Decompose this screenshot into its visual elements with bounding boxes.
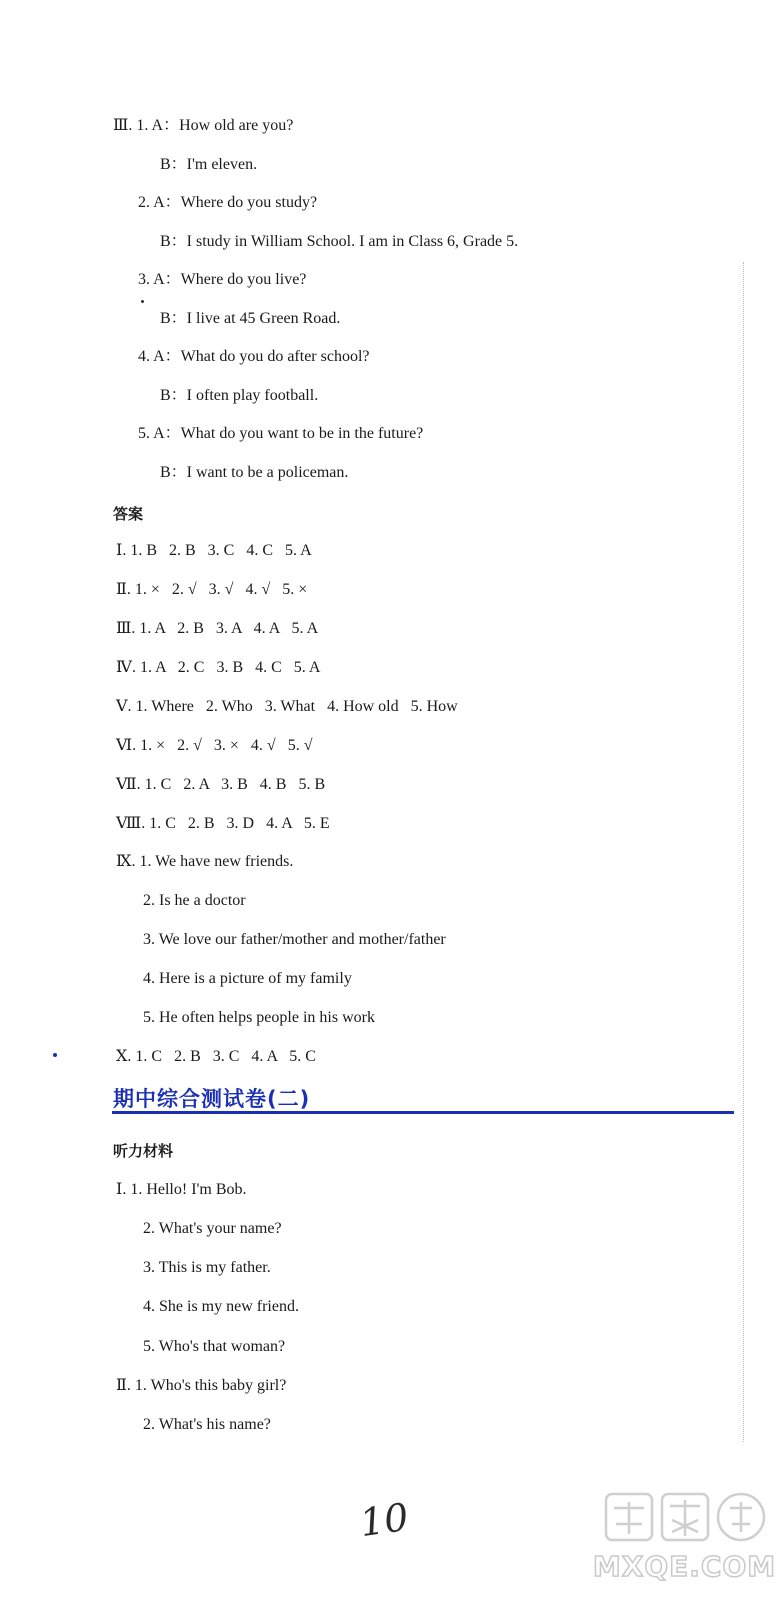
listening-line: Ⅱ. 1. Who's this baby girl? — [116, 1377, 287, 1394]
watermark-site: MXQE.COM — [592, 1550, 777, 1583]
dialogue-line: B：I study in William School. I am in Class 6, Grade 5. — [160, 233, 519, 250]
watermark-logo-icon — [600, 1488, 770, 1548]
answer-line: Ⅰ. 1. B 2. B 3. C 4. C 5. A — [116, 542, 312, 559]
listening-line: 2. What's your name? — [143, 1220, 282, 1237]
answer-line: 4. Here is a picture of my family — [143, 970, 352, 987]
stray-dot — [53, 1053, 57, 1057]
listening-line: 4. She is my new friend. — [143, 1298, 299, 1315]
dialogue-line: B：I'm eleven. — [160, 156, 258, 173]
listening-line: Ⅰ. 1. Hello! I'm Bob. — [116, 1181, 247, 1198]
dialogue-line: 4. A：What do you do after school? — [138, 348, 370, 365]
answer-line: Ⅷ. 1. C 2. B 3. D 4. A 5. E — [116, 815, 330, 832]
answer-line: Ⅶ. 1. C 2. A 3. B 4. B 5. B — [116, 776, 326, 793]
answer-line: 2. Is he a doctor — [143, 892, 246, 909]
dialogue-line: 5. A：What do you want to be in the future? — [138, 425, 424, 442]
answers-heading: 答案 — [113, 505, 144, 523]
answer-line: Ⅲ. 1. A 2. B 3. A 4. A 5. A — [116, 620, 319, 637]
dialogue-line: 3. A：Where do you live? — [138, 271, 307, 288]
listening-line: 5. Who's that woman? — [143, 1338, 286, 1355]
answer-line: 3. We love our father/mother and mother/father — [143, 931, 446, 948]
stray-dot — [141, 300, 144, 303]
answer-line: Ⅴ. 1. Where 2. Who 3. What 4. How old 5. How — [116, 698, 458, 715]
section-title: 期中综合测试卷(二) — [113, 1087, 311, 1111]
dialogue-line: 2. A：Where do you study? — [138, 194, 318, 211]
answer-line: Ⅱ. 1. × 2. √ 3. √ 4. √ 5. × — [116, 581, 308, 598]
listening-line: 3. This is my father. — [143, 1259, 271, 1276]
dialogue-line: B：I want to be a policeman. — [160, 464, 349, 481]
answer-line: Ⅸ. 1. We have new friends. — [116, 853, 294, 870]
margin-dotted-line — [743, 262, 744, 1442]
listening-heading: 听力材料 — [113, 1142, 174, 1160]
page-number: 10 — [357, 1494, 412, 1546]
answer-line: Ⅳ. 1. A 2. C 3. B 4. C 5. A — [116, 659, 321, 676]
dialogue-line: B：I often play football. — [160, 387, 319, 404]
answer-line: Ⅹ. 1. C 2. B 3. C 4. A 5. C — [116, 1048, 316, 1065]
listening-line: 2. What's his name? — [143, 1416, 271, 1433]
answer-line: 5. He often helps people in his work — [143, 1009, 375, 1026]
dialogue-line: Ⅲ. 1. A：How old are you? — [113, 117, 294, 134]
watermark — [592, 1488, 777, 1596]
dialogue-line: B：I live at 45 Green Road. — [160, 310, 341, 327]
answer-line: Ⅵ. 1. × 2. √ 3. × 4. √ 5. √ — [116, 737, 313, 754]
section-divider — [112, 1111, 734, 1114]
